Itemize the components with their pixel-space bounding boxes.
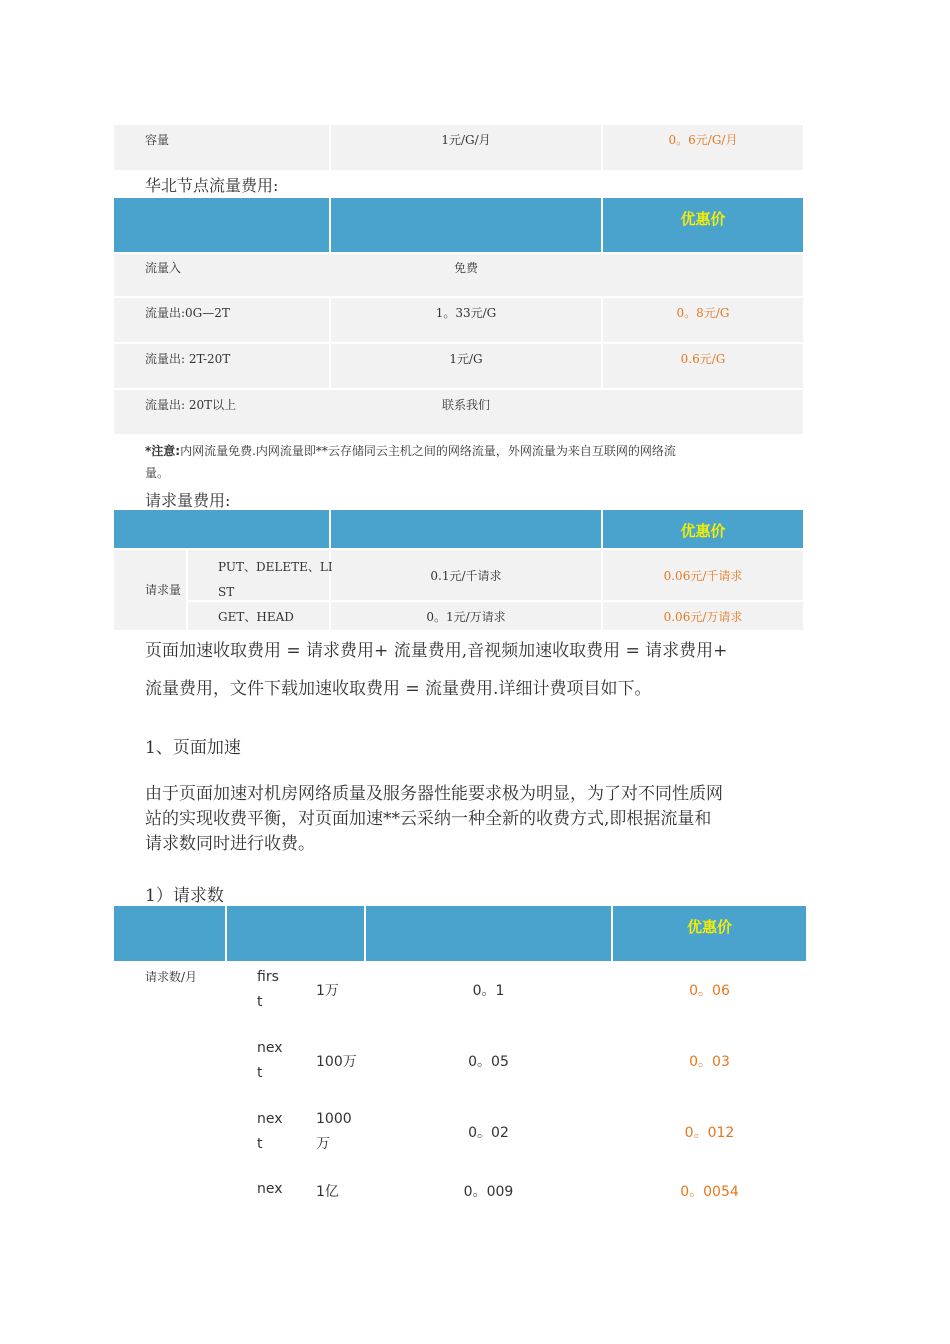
header-discount: 优惠价 — [686, 918, 732, 936]
table-header-cell — [114, 198, 329, 252]
row-discount: 0.6元/G — [680, 352, 726, 366]
section-title-requests: 请求量费用: — [145, 491, 231, 510]
row-name: 流量出: 20T以上 — [145, 398, 237, 412]
row-price: 0。02 — [468, 1125, 509, 1141]
row-discount: 0。8元/G — [676, 306, 730, 320]
row-tier: firs t — [257, 969, 279, 1010]
row-discount: 0.06元/千请求 — [663, 569, 743, 583]
row-discount: 0。6元/G/月 — [668, 133, 738, 147]
row-discount: 0。012 — [684, 1125, 735, 1141]
row-tier: nex — [257, 1181, 283, 1197]
group-label: 请求数/月 — [145, 970, 198, 984]
row-quantity: 1亿 — [316, 1184, 339, 1200]
row-quantity: 100万 — [316, 1054, 357, 1070]
row-discount: 0。0054 — [680, 1184, 739, 1200]
row-price: 免费 — [453, 261, 478, 275]
row-quantity: 1万 — [316, 983, 339, 999]
billing-summary-paragraph: 页面加速收取费用 = 请求费用+ 流量费用,音视频加速收取费用 = 请求费用+ 流量费用，文件下载加速收取费用 = 流量费用.详细计费项目如下。 — [145, 641, 728, 699]
row-price: 1。33元/G — [435, 306, 497, 320]
page-acceleration-paragraph: 由于页面加速对机房网络质量及服务器性能要求极为明显，为了对不同性质网 站的实现收费平衡，对页面加速**云采纳一种全新的收费方式,即根据流量和 请求数同时进行收费。 — [145, 784, 723, 854]
row-price: 0。05 — [468, 1054, 509, 1070]
row-tier: nex t — [257, 1111, 283, 1152]
header-discount: 优惠价 — [680, 522, 726, 540]
row-price: 0。009 — [463, 1184, 514, 1200]
row-price: 1元/G/月 — [441, 133, 491, 147]
table-header-cell — [331, 198, 601, 252]
row-name: 流量出: 2T-20T — [145, 352, 231, 366]
row-price: 0。1 — [472, 983, 505, 999]
row-discount: 0。06 — [689, 983, 730, 999]
row-type: PUT、DELETE、LI ST — [218, 560, 333, 599]
row-tier: nex t — [257, 1040, 283, 1081]
row-type: GET、HEAD — [218, 610, 294, 624]
note-label: *注意: — [145, 444, 181, 458]
group-label: 请求量 — [145, 583, 182, 597]
section-heading-requests: 1）请求数 — [145, 886, 224, 906]
row-price: 0。1元/万请求 — [426, 610, 506, 624]
note-line2: 量。 — [145, 466, 170, 480]
row-discount: 0。03 — [689, 1054, 730, 1070]
row-price: 1元/G — [449, 352, 483, 366]
table-header-cell — [366, 906, 611, 961]
table-header-cell — [331, 510, 601, 548]
note — [145, 440, 805, 484]
row-discount: 0.06元/万请求 — [663, 610, 743, 624]
row-price: 联系我们 — [441, 398, 490, 412]
row-price: 0.1元/千请求 — [430, 569, 502, 583]
section-heading-page-acceleration: 1、页面加速 — [145, 738, 241, 758]
row-name: 流量出:0G—2T — [145, 306, 230, 320]
row-quantity: 1000 万 — [316, 1111, 352, 1152]
row-name: 容量 — [145, 133, 170, 147]
table-header-cell — [114, 510, 329, 548]
note-line1: 内网流量免费.内网流量即**云存储同云主机之间的网络流量，外网流量为来自互联网的网络流 — [180, 444, 676, 458]
table-header-cell — [227, 906, 364, 961]
table-header-cell — [114, 906, 225, 961]
header-discount: 优惠价 — [680, 210, 726, 228]
section-title-traffic: 华北节点流量费用: — [145, 176, 279, 195]
row-name: 流量入 — [145, 261, 182, 275]
